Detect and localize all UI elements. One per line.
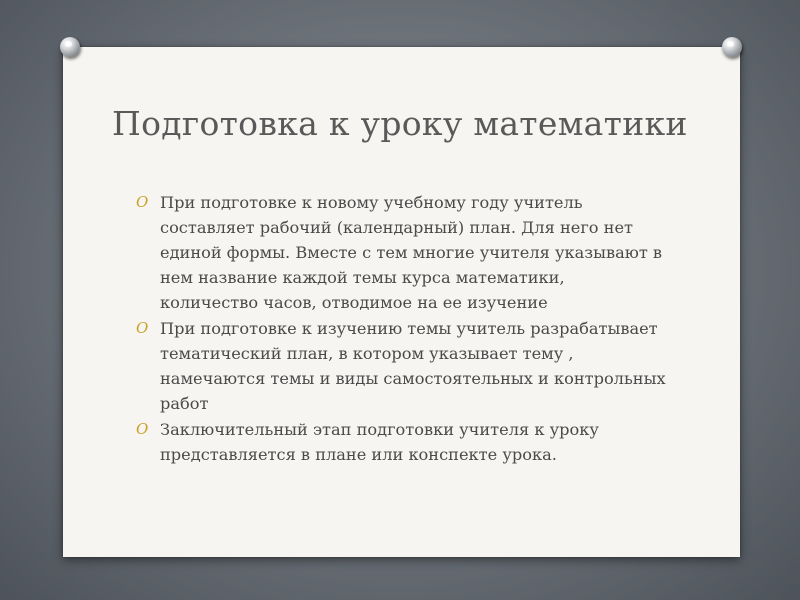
list-item [136, 316, 666, 416]
bullet-marker-icon: O [136, 193, 149, 211]
bullet-text: При подготовке к новому учебному году учитель составляет рабочий (календарный) план. Для него нет единой формы. Вместе с тем многие учителя указывают в нем название каждой темы курса математики, количество часов, отводимое на ее изучение [160, 193, 663, 312]
list-item [136, 417, 666, 467]
bullet-list [136, 190, 666, 468]
list-item [136, 190, 666, 315]
bullet-marker-icon: O [136, 319, 149, 337]
bullet-marker-icon: O [136, 420, 149, 438]
pushpin-icon [60, 37, 80, 57]
slide-title: Подготовка к уроку математики [112, 104, 688, 143]
pushpin-icon [722, 37, 742, 57]
bullet-text: Заключительный этап подготовки учителя к уроку представляется в плане или конспекте урока. [160, 420, 599, 464]
bullet-text: При подготовке к изучению темы учитель разрабатывает тематический план, в котором указывает тему , намечаются темы и виды самостоятельных и контрольных работ [160, 319, 666, 413]
